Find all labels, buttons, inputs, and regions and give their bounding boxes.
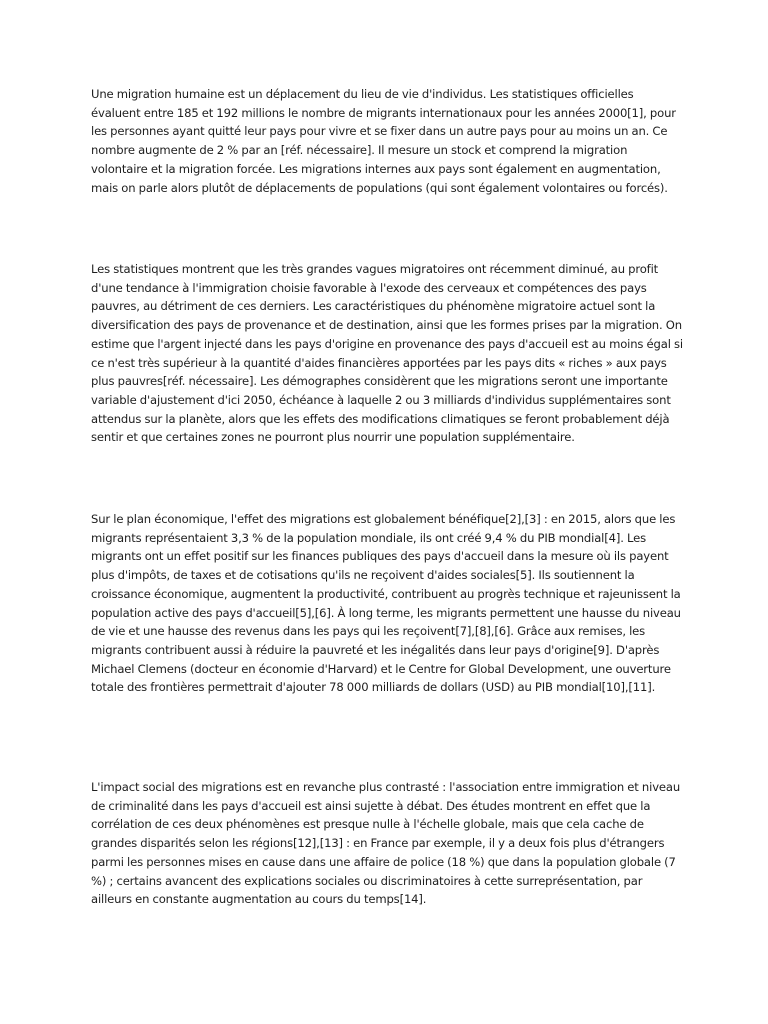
paragraph-social-impact: L'impact social des migrations est en revanche plus contrasté : l'association entre immigration et niveau de criminalité dans les pays d'accueil est ainsi sujette à débat. Des études montrent en effet que la corrélation de ces deux phénomènes est presque nulle à l'échelle globale, mais que cela cache de grandes disparités selon les régions[12],[13] : en France par exemple, il y a deux fois plus d'étrangers parmi les personnes mises en cause dans une affaire de police (18 %) que dans la population globale (7 %) ; certains avancent des explications sociales ou discriminatoires à cette surreprésentation, par ailleurs en constante augmentation au cours du temps[14]. [91, 780, 681, 907]
paragraph-economics: Sur le plan économique, l'effet des migrations est globalement bénéfique[2],[3] : en 2015, alors que les migrants représentaient 3,3 % de la population mondiale, ils ont créé 9,4 % du PIB mondial[4]. Les migrants ont un effet positif sur les finances publiques des pays d'accueil dans la mesure où ils payent plus d'impôts, de taxes et de cotisations qu'ils ne reçoivent d'aides sociales[5]. Ils soutiennent la croissance économique, augmentent la productivité, contribuent au progrès technique et rajeunissent la population active des pays d'accueil[5],[6]. À long terme, les migrants permettent une hausse du niveau de vie et une hausse des revenus dans les pays qui les reçoivent[7],[8],[6]. Grâce aux remises, les migrants contribuent aussi à réduire la pauvreté et les inégalités dans leur pays d'origine[9]. D'après Michael Clemens (docteur en économie d'Harvard) et le Centre for Global Development, une ouverture totale des frontières permettrait d'ajouter 78 000 milliards de dollars (USD) au PIB mondial[10],[11]. [91, 512, 681, 695]
paragraph-trends: Les statistiques montrent que les très grandes vagues migratoires ont récemment diminué, au profit d'une tendance à l'immigration choisie favorable à l'exode des cerveaux et compétences des pays pauvres, au détriment de ces derniers. Les caractéristiques du phénomène migratoire actuel sont la diversification des pays de provenance et de destination, ainsi que les formes prises par la migration. On estime que l'argent injecté dans les pays d'origine en provenance des pays d'accueil est au moins égal si ce n'est très supérieur à la quantité d'aides financières apportées par les pays dits « riches » aux pays plus pauvres[réf. nécessaire]. Les démographes considèrent que les migrations seront une importante variable d'ajustement d'ici 2050, échéance à laquelle 2 ou 3 milliards d'individus supplémentaires sont attendus sur la planète, alors que les effets des modifications climatiques se feront probablement déjà sentir et que certaines zones ne pourront plus nourrir une population supplémentaire. [91, 262, 683, 445]
paragraph-definition: Une migration humaine est un déplacement du lieu de vie d'individus. Les statistiques officielles évaluent entre 185 et 192 millions le nombre de migrants internationaux pour les années 2000[1], pour les personnes ayant quitté leur pays pour vivre et se fixer dans un autre pays pour au moins un an. Ce nombre augmente de 2 % par an [réf. nécessaire]. Il mesure un stock et comprend la migration volontaire et la migration forcée. Les migrations internes aux pays sont également en augmentation, mais on parle alors plutôt de déplacements de populations (qui sont également volontaires ou forcés). [91, 87, 676, 195]
